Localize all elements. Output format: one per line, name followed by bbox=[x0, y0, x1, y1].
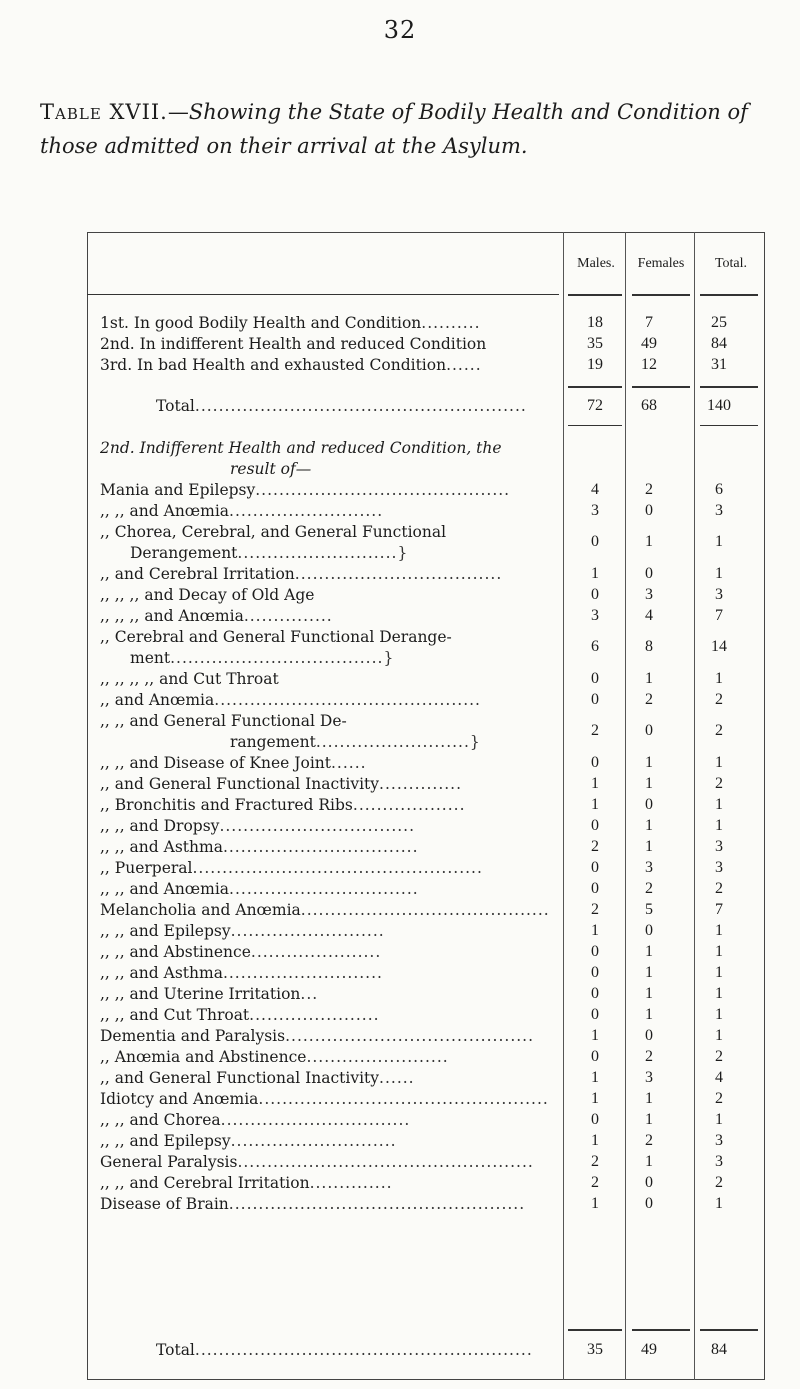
heading-dash: — bbox=[167, 100, 189, 124]
total-value: 2 bbox=[715, 880, 723, 897]
row-label: ,, ,, and Uterine Irritation... bbox=[100, 985, 319, 1003]
grand-total: 84 bbox=[711, 1341, 727, 1358]
females-value: 1 bbox=[645, 985, 653, 1002]
total-value: 2 bbox=[715, 1090, 723, 1107]
males-header-underline bbox=[568, 294, 622, 296]
total-value: 1 bbox=[715, 565, 723, 582]
row-label: ,, ,, and Cerebral Irritation.............. bbox=[100, 1174, 393, 1192]
row-label: 1st. In good Bodily Health and Condition.......... bbox=[100, 314, 481, 332]
females-value: 1 bbox=[645, 1111, 653, 1128]
males-value: 1 bbox=[591, 1090, 599, 1107]
females-value: 3 bbox=[645, 859, 653, 876]
row-label: ,, ,, and Epilepsy............................ bbox=[100, 1132, 397, 1150]
row-label: ,, ,, and Dropsy................................. bbox=[100, 817, 416, 835]
females-value: 0 bbox=[645, 796, 653, 813]
females-value: 8 bbox=[645, 638, 653, 655]
females-value: 7 bbox=[645, 314, 653, 331]
females-value: 2 bbox=[645, 1048, 653, 1065]
detail-total-rule-females bbox=[632, 1329, 690, 1331]
row-label: ,, Bronchitis and Fractured Ribs................... bbox=[100, 796, 466, 814]
column-header-males: Males. bbox=[577, 256, 615, 271]
males-value: 2 bbox=[591, 722, 599, 739]
row-label: Disease of Brain.................................................. bbox=[100, 1195, 526, 1213]
row-label: ,, ,, and Abstinence...................... bbox=[100, 943, 382, 961]
females-value: 3 bbox=[645, 586, 653, 603]
total-value: 1 bbox=[715, 754, 723, 771]
row-label: ,, and General Functional Inactivity...... bbox=[100, 1069, 415, 1087]
males-value: 0 bbox=[591, 943, 599, 960]
females-total: 68 bbox=[641, 397, 657, 414]
males-value: 1 bbox=[591, 1132, 599, 1149]
column-divider-males bbox=[625, 232, 626, 1380]
females-value: 0 bbox=[645, 565, 653, 582]
row-label: General Paralysis.................................................. bbox=[100, 1153, 534, 1171]
females-value: 0 bbox=[645, 1195, 653, 1212]
row-label: ,, ,, and Anœmia................................ bbox=[100, 880, 419, 898]
males-value: 2 bbox=[591, 901, 599, 918]
row-label: ,, ,, and General Functional De- bbox=[100, 712, 347, 730]
page-number: 32 bbox=[383, 16, 417, 44]
table-bottom-rule bbox=[87, 1379, 764, 1380]
table-top-rule bbox=[87, 232, 764, 233]
row-label: ,, Anœmia and Abstinence........................ bbox=[100, 1048, 449, 1066]
total-value: 3 bbox=[715, 1132, 723, 1149]
summary-total-rule-total bbox=[700, 386, 758, 388]
females-value: 1 bbox=[645, 817, 653, 834]
males-value: 1 bbox=[591, 1027, 599, 1044]
females-value: 12 bbox=[641, 356, 657, 373]
row-label: Idiotcy and Anœmia................................................. bbox=[100, 1090, 549, 1108]
total-value: 1 bbox=[715, 796, 723, 813]
males-value: 2 bbox=[591, 1174, 599, 1191]
total-value: 14 bbox=[711, 638, 727, 655]
females-value: 4 bbox=[645, 607, 653, 624]
males-value: 0 bbox=[591, 691, 599, 708]
females-total: 49 bbox=[641, 1341, 657, 1358]
row-label: ,, ,, and Chorea................................ bbox=[100, 1111, 411, 1129]
column-divider-females bbox=[694, 232, 695, 1380]
females-value: 5 bbox=[645, 901, 653, 918]
males-value: 0 bbox=[591, 586, 599, 603]
table-caption: Showing the State of Bodily Health and Condition of those admitted on their arrival at the Asylum. bbox=[40, 100, 748, 158]
females-value: 49 bbox=[641, 335, 657, 352]
total-value: 3 bbox=[715, 586, 723, 603]
males-value: 6 bbox=[591, 638, 599, 655]
total-value: 2 bbox=[715, 1174, 723, 1191]
row-label: ,, ,, and Cut Throat...................... bbox=[100, 1006, 380, 1024]
total-value: 1 bbox=[715, 922, 723, 939]
males-value: 0 bbox=[591, 754, 599, 771]
summary-total-rule-males bbox=[568, 386, 622, 388]
males-value: 0 bbox=[591, 859, 599, 876]
total-value: 4 bbox=[715, 1069, 723, 1086]
total-value: 1 bbox=[715, 533, 723, 550]
total-value: 7 bbox=[715, 607, 723, 624]
row-label-continuation: Derangement...........................} bbox=[130, 544, 409, 562]
total-value: 3 bbox=[715, 838, 723, 855]
males-value: 1 bbox=[591, 922, 599, 939]
row-label: ,, ,, ,, and Anœmia............... bbox=[100, 607, 333, 625]
row-label: 2nd. In indifferent Health and reduced Condition bbox=[100, 335, 487, 353]
females-header-underline bbox=[632, 294, 690, 296]
females-value: 1 bbox=[645, 1006, 653, 1023]
males-value: 0 bbox=[591, 880, 599, 897]
females-value: 2 bbox=[645, 880, 653, 897]
females-value: 0 bbox=[645, 1174, 653, 1191]
row-label: ,, ,, ,, and Decay of Old Age bbox=[100, 586, 315, 604]
males-value: 2 bbox=[591, 1153, 599, 1170]
row-label: ,, Puerperal................................................. bbox=[100, 859, 483, 877]
males-value: 2 bbox=[591, 838, 599, 855]
summary-total-underrule-males bbox=[568, 425, 622, 426]
females-value: 1 bbox=[645, 838, 653, 855]
females-value: 1 bbox=[645, 964, 653, 981]
row-label: ,, ,, and Disease of Knee Joint...... bbox=[100, 754, 367, 772]
detail-total-rule-males bbox=[568, 1329, 622, 1331]
females-value: 0 bbox=[645, 1027, 653, 1044]
total-value: 25 bbox=[711, 314, 727, 331]
females-value: 2 bbox=[645, 691, 653, 708]
females-value: 3 bbox=[645, 1069, 653, 1086]
total-value: 1 bbox=[715, 1111, 723, 1128]
total-value: 1 bbox=[715, 1195, 723, 1212]
row-label: Mania and Epilepsy........................................... bbox=[100, 481, 511, 499]
females-value: 0 bbox=[645, 922, 653, 939]
total-value: 3 bbox=[715, 859, 723, 876]
total-value: 2 bbox=[715, 775, 723, 792]
row-label: ,, ,, and Anœmia.......................... bbox=[100, 502, 384, 520]
females-value: 0 bbox=[645, 502, 653, 519]
males-value: 1 bbox=[591, 1069, 599, 1086]
males-value: 0 bbox=[591, 533, 599, 550]
males-value: 19 bbox=[587, 356, 603, 373]
table-header-rule bbox=[87, 294, 559, 295]
males-value: 35 bbox=[587, 335, 603, 352]
males-value: 3 bbox=[591, 607, 599, 624]
males-value: 0 bbox=[591, 670, 599, 687]
females-value: 1 bbox=[645, 775, 653, 792]
females-value: 1 bbox=[645, 1090, 653, 1107]
females-value: 1 bbox=[645, 670, 653, 687]
males-value: 0 bbox=[591, 1006, 599, 1023]
total-value: 2 bbox=[715, 691, 723, 708]
row-label: ,, Chorea, Cerebral, and General Functional bbox=[100, 523, 447, 541]
row-label: ,, and Anœmia............................................. bbox=[100, 691, 481, 709]
males-value: 0 bbox=[591, 1048, 599, 1065]
row-label: 3rd. In bad Health and exhausted Condition...... bbox=[100, 356, 482, 374]
summary-total-rule-females bbox=[632, 386, 690, 388]
total-value: 1 bbox=[715, 985, 723, 1002]
males-value: 4 bbox=[591, 481, 599, 498]
males-value: 0 bbox=[591, 817, 599, 834]
column-header-females: Females bbox=[637, 256, 685, 271]
total-value: 7 bbox=[715, 901, 723, 918]
females-value: 1 bbox=[645, 943, 653, 960]
grand-total: 140 bbox=[707, 397, 731, 414]
total-value: 6 bbox=[715, 481, 723, 498]
row-label: Total......................................................... bbox=[156, 1341, 533, 1359]
females-value: 1 bbox=[645, 1153, 653, 1170]
row-label: ,, ,, and Asthma................................. bbox=[100, 838, 419, 856]
total-value: 84 bbox=[711, 335, 727, 352]
table-heading bbox=[40, 95, 775, 163]
males-value: 1 bbox=[591, 796, 599, 813]
males-total: 35 bbox=[587, 1341, 603, 1358]
row-label-continuation: rangement..........................} bbox=[230, 733, 481, 751]
total-value: 2 bbox=[715, 722, 723, 739]
row-label: Total........................................................ bbox=[156, 397, 527, 415]
table-number: Table XVII. bbox=[40, 100, 168, 124]
males-total: 72 bbox=[587, 397, 603, 414]
males-value: 0 bbox=[591, 1111, 599, 1128]
females-value: 2 bbox=[645, 1132, 653, 1149]
row-label: ,, ,, ,, ,, and Cut Throat bbox=[100, 670, 279, 688]
total-value: 1 bbox=[715, 943, 723, 960]
total-value: 1 bbox=[715, 817, 723, 834]
row-label: ,, ,, and Asthma........................... bbox=[100, 964, 383, 982]
females-value: 1 bbox=[645, 754, 653, 771]
females-value: 2 bbox=[645, 481, 653, 498]
row-label-continuation: ment....................................} bbox=[130, 649, 395, 667]
row-label: Dementia and Paralysis.......................................... bbox=[100, 1027, 535, 1045]
total-value: 3 bbox=[715, 1153, 723, 1170]
total-value: 1 bbox=[715, 964, 723, 981]
row-label: ,, and Cerebral Irritation................................... bbox=[100, 565, 503, 583]
males-value: 1 bbox=[591, 775, 599, 792]
total-value: 1 bbox=[715, 1006, 723, 1023]
males-value: 0 bbox=[591, 964, 599, 981]
males-value: 0 bbox=[591, 985, 599, 1002]
summary-total-underrule-total bbox=[700, 425, 758, 426]
males-value: 3 bbox=[591, 502, 599, 519]
total-header-underline bbox=[700, 294, 758, 296]
row-label: ,, and General Functional Inactivity.............. bbox=[100, 775, 463, 793]
row-label: ,, Cerebral and General Functional Derange- bbox=[100, 628, 452, 646]
total-value: 2 bbox=[715, 1048, 723, 1065]
total-value: 3 bbox=[715, 502, 723, 519]
row-label: Melancholia and Anœmia.......................................... bbox=[100, 901, 550, 919]
males-value: 1 bbox=[591, 565, 599, 582]
total-value: 31 bbox=[711, 356, 727, 373]
total-value: 1 bbox=[715, 670, 723, 687]
females-value: 1 bbox=[645, 533, 653, 550]
females-value: 0 bbox=[645, 722, 653, 739]
total-value: 1 bbox=[715, 1027, 723, 1044]
detail-total-rule-total bbox=[700, 1329, 758, 1331]
row-label: ,, ,, and Epilepsy.......................... bbox=[100, 922, 385, 940]
males-value: 1 bbox=[591, 1195, 599, 1212]
column-header-total: Total. bbox=[714, 256, 748, 271]
males-value: 18 bbox=[587, 314, 603, 331]
